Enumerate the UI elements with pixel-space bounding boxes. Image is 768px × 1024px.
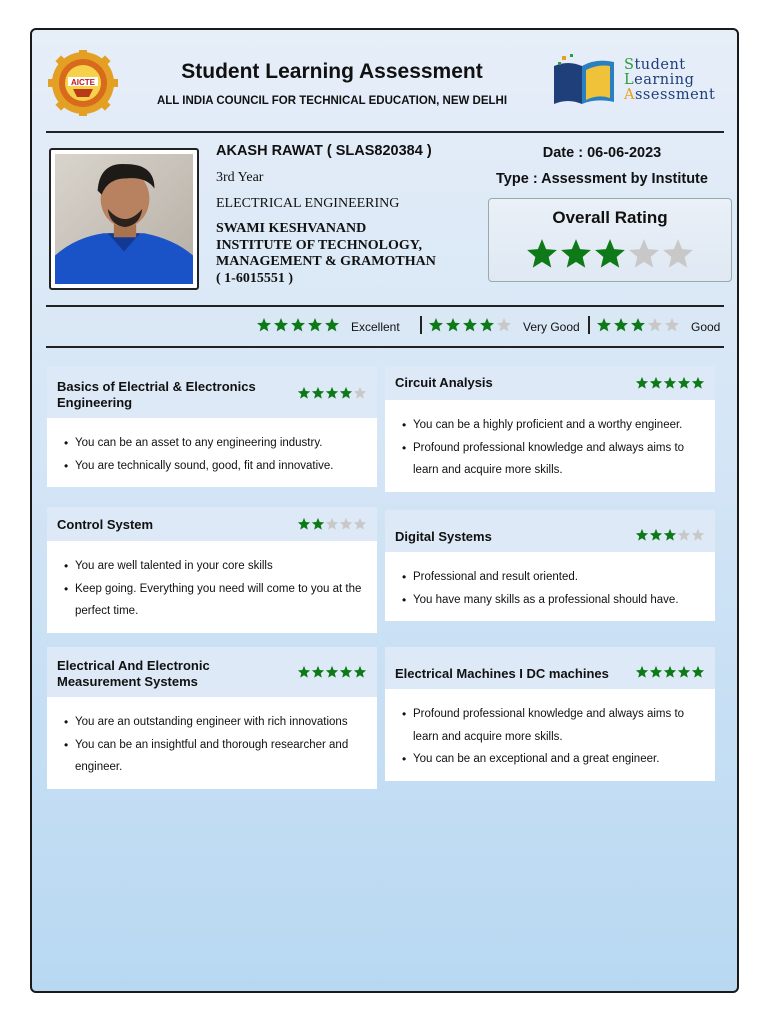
divider	[46, 346, 724, 348]
report-title: Student Learning Assessment	[181, 60, 483, 83]
divider	[46, 131, 724, 133]
skill-point: • Profound professional knowledge and always aims to learn and acquire more skills.	[413, 703, 705, 748]
star-empty-icon	[353, 386, 367, 400]
report-subtitle: ALL INDIA COUNCIL FOR TECHNICAL EDUCATION, NEW DELHI	[156, 95, 508, 107]
star-filled-icon	[593, 237, 627, 271]
skill-card-points	[47, 697, 377, 789]
star-filled-icon	[297, 386, 311, 400]
skill-point: • Keep going. Everything you need will come to you at the perfect time.	[75, 578, 367, 623]
skill-card-points	[385, 552, 715, 621]
star-filled-icon	[297, 665, 311, 679]
star-filled-icon	[596, 317, 612, 333]
skill-card-stars	[635, 376, 705, 395]
skill-card-title: Circuit Analysis	[395, 375, 493, 390]
institute-line: SWAMI KESHVANAND	[216, 221, 367, 236]
skill-point: • You have many skills as a professional should have.	[413, 589, 705, 612]
star-filled-icon	[479, 317, 495, 333]
skill-card-points	[47, 418, 377, 487]
star-filled-icon	[649, 376, 663, 390]
overall-rating-title: Overall Rating	[552, 208, 668, 227]
skill-card-header	[47, 366, 377, 418]
student-department: ELECTRICAL ENGINEERING	[216, 196, 400, 211]
overall-rating-stars	[525, 237, 695, 276]
student-name: AKASH RAWAT ( SLAS820384 )	[216, 143, 432, 159]
star-filled-icon	[613, 317, 629, 333]
star-filled-icon	[311, 386, 325, 400]
star-empty-icon	[325, 517, 339, 531]
skill-card-title: Electrical Machines I DC machines	[395, 666, 609, 681]
star-filled-icon	[339, 386, 353, 400]
institute-code: ( 1-6015551 )	[216, 270, 293, 286]
skill-card	[385, 510, 715, 621]
star-filled-icon	[649, 528, 663, 542]
skill-card-header	[385, 510, 715, 552]
star-filled-icon	[325, 665, 339, 679]
institute-line: INSTITUTE OF TECHNOLOGY,	[216, 237, 423, 253]
skill-card-points	[385, 400, 715, 492]
institute-line: MANAGEMENT & GRAMOTHAN	[216, 254, 436, 269]
skill-point: • Profound professional knowledge and always aims to learn and acquire more skills.	[413, 437, 705, 482]
skill-card-title: Electrical And Electronic Measurement Systems	[57, 658, 210, 689]
legend-label: Excellent	[351, 319, 400, 334]
star-empty-icon	[647, 317, 663, 333]
star-empty-icon	[627, 237, 661, 271]
legend-excellent	[256, 317, 400, 336]
skill-card	[47, 507, 377, 633]
star-empty-icon	[353, 517, 367, 531]
star-filled-icon	[311, 517, 325, 531]
star-filled-icon	[559, 237, 593, 271]
skill-card-points	[47, 541, 377, 633]
skill-point: • You can be an asset to any engineering industry.	[75, 432, 367, 455]
assessment-report	[30, 28, 739, 993]
star-filled-icon	[630, 317, 646, 333]
skill-point: • You can be an insightful and thorough researcher and engineer.	[75, 734, 367, 779]
skill-card-stars	[635, 528, 705, 547]
sla-logo-text: Student Learning Assessment	[624, 57, 716, 103]
star-filled-icon	[339, 665, 353, 679]
skill-card-title: Control System	[57, 517, 154, 532]
skill-card	[47, 647, 377, 789]
skill-card-stars	[297, 386, 367, 405]
skill-card	[385, 366, 715, 492]
star-empty-icon	[677, 528, 691, 542]
star-filled-icon	[311, 665, 325, 679]
star-filled-icon	[462, 317, 478, 333]
star-filled-icon	[325, 386, 339, 400]
legend-separator	[588, 316, 590, 334]
star-empty-icon	[661, 237, 695, 271]
star-filled-icon	[663, 665, 677, 679]
skill-point: • Professional and result oriented.	[413, 566, 705, 589]
skill-card	[385, 647, 715, 781]
legend-good	[596, 317, 720, 336]
star-filled-icon	[635, 665, 649, 679]
star-filled-icon	[290, 317, 306, 333]
aicte-logo	[48, 50, 118, 116]
star-filled-icon	[297, 517, 311, 531]
star-empty-icon	[496, 317, 512, 333]
skill-card-stars	[297, 665, 367, 684]
star-filled-icon	[635, 528, 649, 542]
star-filled-icon	[691, 665, 705, 679]
skill-card-title: Basics of Electrial & Electronics Engineering	[57, 379, 256, 410]
overall-rating-box	[488, 198, 732, 282]
legend-stars	[596, 317, 681, 336]
skill-card-title: Digital Systems	[395, 529, 492, 544]
star-filled-icon	[525, 237, 559, 271]
skill-card-points	[385, 689, 715, 781]
skill-card-header	[385, 647, 715, 689]
skill-point: • You are well talented in your core skills	[75, 555, 367, 578]
student-year: 3rd Year	[216, 170, 264, 185]
skill-card-stars	[297, 517, 367, 536]
star-filled-icon	[663, 528, 677, 542]
star-filled-icon	[649, 665, 663, 679]
star-filled-icon	[307, 317, 323, 333]
legend-stars	[428, 317, 513, 336]
assessment-date: Date : 06-06-2023	[542, 145, 662, 161]
skill-card-header	[47, 507, 377, 541]
skill-point: • You are technically sound, good, fit and innovative.	[75, 455, 367, 478]
star-empty-icon	[664, 317, 680, 333]
aicte-logo-text: AICTE	[71, 78, 95, 87]
star-filled-icon	[256, 317, 272, 333]
legend-stars	[256, 317, 341, 336]
student-institute	[216, 221, 466, 287]
assessment-type: Type : Assessment by Institute	[496, 171, 708, 187]
star-empty-icon	[691, 528, 705, 542]
star-filled-icon	[428, 317, 444, 333]
divider	[46, 305, 724, 307]
legend-label: Good	[691, 319, 721, 334]
star-filled-icon	[677, 376, 691, 390]
star-filled-icon	[324, 317, 340, 333]
star-filled-icon	[353, 665, 367, 679]
star-filled-icon	[677, 665, 691, 679]
star-filled-icon	[273, 317, 289, 333]
skill-card-header	[47, 647, 377, 697]
skill-card-stars	[635, 665, 705, 684]
star-filled-icon	[691, 376, 705, 390]
skill-point: • You can be an exceptional and a great engineer.	[413, 748, 705, 771]
star-empty-icon	[339, 517, 353, 531]
star-filled-icon	[635, 376, 649, 390]
star-filled-icon	[663, 376, 677, 390]
legend-separator	[420, 316, 422, 334]
star-filled-icon	[445, 317, 461, 333]
legend-very-good	[428, 317, 580, 336]
skill-card	[47, 366, 377, 487]
skill-card-header	[385, 366, 715, 400]
skill-point: • You are an outstanding engineer with rich innovations	[75, 711, 367, 734]
student-photo	[55, 154, 193, 284]
skill-point: • You can be a highly proficient and a worthy engineer.	[413, 414, 705, 437]
student-photo-frame	[49, 148, 199, 290]
legend-label: Very Good	[523, 319, 580, 334]
